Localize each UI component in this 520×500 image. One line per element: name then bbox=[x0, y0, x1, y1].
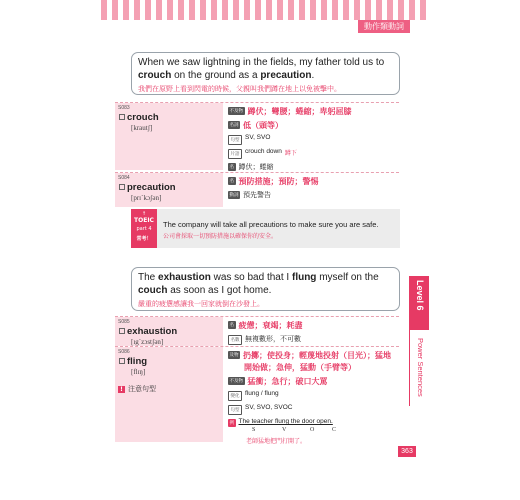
toeic-sentence-en: The company will take all precautions to make sure you are safe. bbox=[163, 220, 379, 229]
entry-number: S083 bbox=[118, 105, 130, 111]
example-line: 例 The teacher flung the door open. bbox=[229, 418, 333, 426]
definition-line: 名 預防措施；預防；警惕 bbox=[229, 177, 319, 186]
entry-phonetic: [ɪgˋzɔstʃən] bbox=[131, 338, 164, 346]
example-sentence-en: When we saw lightning in the fields, my father told us to crouch on the ground as a precaution. bbox=[138, 57, 385, 81]
entry-word-panel bbox=[115, 173, 223, 207]
svo-markers: S V O C bbox=[252, 427, 337, 433]
example-sentence-zh: 我們在原野上看到閃電的時候，父親叫我們蹲在地上以免被擊中。 bbox=[138, 85, 341, 93]
definition-line: 不及物 猛衝；急行；破口大罵 bbox=[229, 377, 328, 386]
entry-phonetic: [prɪˋkɔʃən] bbox=[131, 194, 162, 202]
noun-line: 名 蹲伏；蜷縮 bbox=[229, 163, 274, 171]
entry-word: fling bbox=[119, 356, 147, 367]
definition-line: 開始做；急伸，猛動（手臂等） bbox=[244, 363, 356, 372]
entry-definitions bbox=[228, 317, 399, 345]
entry-word-panel bbox=[115, 347, 223, 442]
section-label: Power Sentences bbox=[416, 338, 425, 397]
entry-word: crouch bbox=[119, 112, 159, 123]
decorative-stripe-bar bbox=[101, 0, 431, 20]
vocab-entry-exhaustion bbox=[115, 316, 399, 345]
checkbox-icon[interactable] bbox=[119, 328, 125, 334]
example-zh: 老師猛地把門打開了。 bbox=[246, 438, 307, 445]
pattern-line: 句型 SV, SVO bbox=[228, 134, 399, 145]
entry-definitions bbox=[228, 347, 399, 445]
definition-line: 名數 無複數形，不可數 bbox=[228, 334, 399, 345]
example-sentence-box-2 bbox=[131, 267, 400, 311]
entry-phonetic: [krautʃ] bbox=[131, 124, 153, 132]
toeic-example-box bbox=[131, 209, 400, 248]
entry-number: S086 bbox=[118, 349, 130, 355]
exclamation-icon: ! bbox=[118, 386, 125, 393]
toeic-badge: ↑ TOEIC part 4 常考！ bbox=[131, 209, 157, 248]
example-sentence-box-1 bbox=[131, 52, 400, 95]
entry-number: S084 bbox=[118, 175, 130, 181]
toeic-sentence-zh: 公司會採取一切預防措施以確保你的安全。 bbox=[163, 233, 278, 240]
entry-word-panel bbox=[115, 103, 223, 170]
vocab-entry-crouch bbox=[115, 102, 399, 169]
entry-word: precaution bbox=[119, 182, 176, 193]
phrase-line: 片語 crouch down 蹲下 bbox=[228, 148, 399, 159]
definition-line: 名詞 低（頭等） bbox=[229, 121, 283, 130]
definition-line: 不及物 蹲伏；彎腰；蜷縮；卑躬屈膝 bbox=[229, 107, 352, 116]
definition-line: 名 疲憊；衰竭；耗盡 bbox=[229, 321, 303, 330]
entry-definitions bbox=[228, 103, 399, 172]
entry-definitions bbox=[228, 173, 399, 200]
entry-phonetic: [flɪŋ] bbox=[131, 368, 146, 376]
entry-number: S085 bbox=[118, 319, 130, 325]
inflection-line: 變化 flung / flung bbox=[228, 390, 399, 401]
definition-line: 動詞 預先警告 bbox=[229, 191, 271, 199]
vocab-entry-precaution bbox=[115, 172, 399, 206]
chapter-header-tag: 動作類動詞 bbox=[358, 20, 410, 33]
checkbox-icon[interactable] bbox=[119, 358, 125, 364]
example-sentence-zh: 嚴重的疲憊感讓我一回家就倒在沙發上。 bbox=[138, 300, 264, 308]
checkbox-icon[interactable] bbox=[119, 184, 125, 190]
page-number: 363 bbox=[398, 446, 416, 457]
definition-line: 及物 扔擲；使投身；輕蔑地投射（目光）；猛地 bbox=[229, 351, 391, 360]
entry-word: exhaustion bbox=[119, 326, 177, 337]
pattern-line: 句型 SV, SVO, SVOC bbox=[228, 404, 399, 415]
level-side-tab[interactable] bbox=[409, 276, 428, 406]
checkbox-icon[interactable] bbox=[119, 114, 125, 120]
vocab-entry-fling bbox=[115, 346, 399, 445]
level-label: Level 6 bbox=[410, 276, 429, 330]
example-sentence-en: The exhaustion was so bad that I flung myself on the couch as soon as I got home. bbox=[138, 272, 379, 296]
entry-word-panel bbox=[115, 317, 223, 346]
grammar-note: ! 注意句型 bbox=[118, 384, 156, 394]
